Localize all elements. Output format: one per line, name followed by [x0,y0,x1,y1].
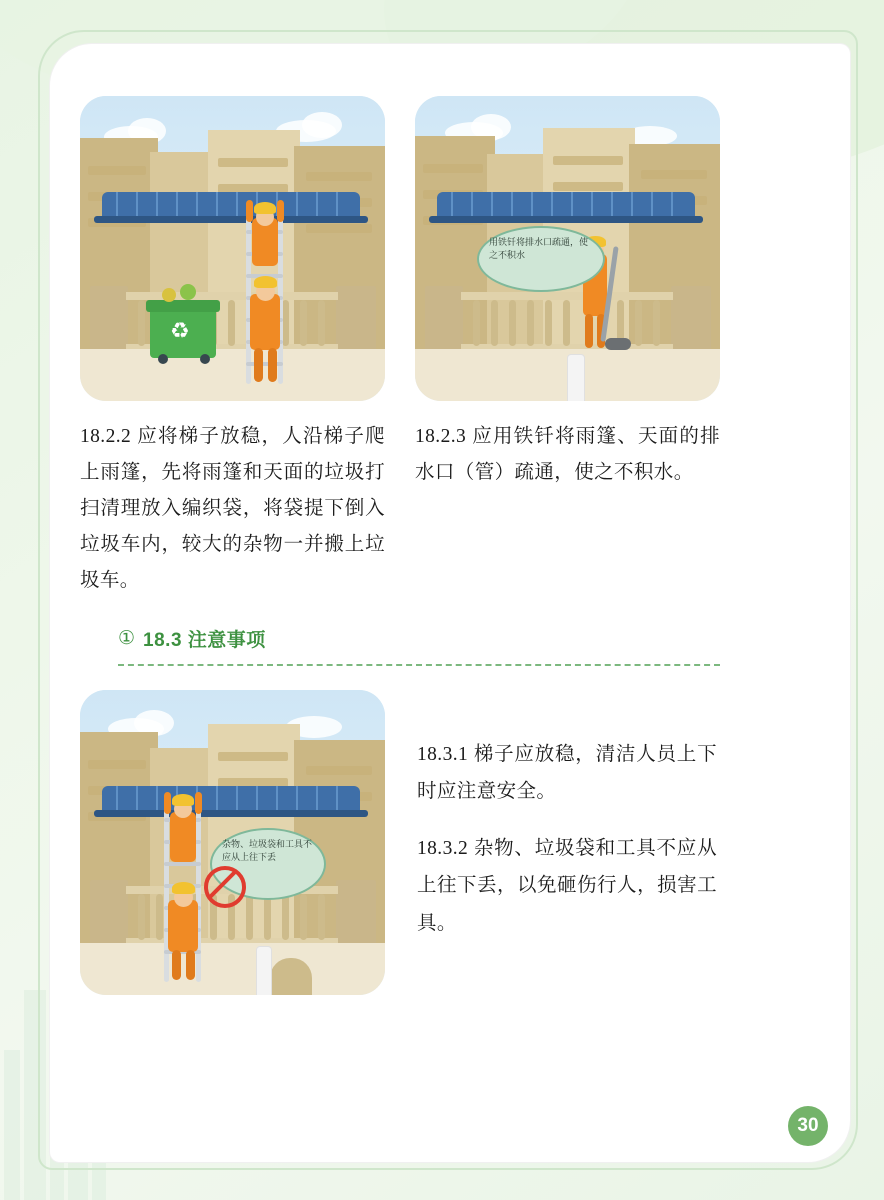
section-title: 18.3 注意事项 [143,630,266,652]
note-18-3-2: 18.3.2 杂物、垃圾袋和工具不应从上往下丢，以免砸伤行人，损害工具。 [417,838,717,934]
no-throwing-down-illustration [80,690,385,995]
prohibition-icon [204,866,246,908]
drain-clearing-illustration [415,96,720,401]
speech-bubble-drain-text: 用铁钎将排水口疏通，使之不积水 [489,237,589,261]
speech-bubble-no-throw-text: 杂物、垃圾袋和工具不应从上往下丢 [222,839,313,863]
lower-row [80,690,720,995]
note-18-3-1: 18.3.1 梯子应放稳，清洁人员上下时应注意安全。 [417,744,717,803]
ladder-roof-cleaning-illustration: ♻ [80,96,385,401]
notes-column [417,690,717,995]
speech-bubble-drain [477,226,605,292]
illustration-row-top [80,96,720,401]
caption-18-2-3: 18.2.3 应用铁钎将雨篷、天面的排水口（管）疏通，使之不积水。 [415,426,720,484]
caption-row [80,419,720,599]
page-number-badge: 30 [788,1106,828,1146]
section-divider [118,664,720,666]
content-area [80,96,720,995]
caption-18-2-2: 18.2.2 应将梯子放稳，人沿梯子爬上雨篷，先将雨篷和天面的垃圾打扫清理放入编织袋，将袋提下倒入垃圾车内，较大的杂物一并搬上垃圾车。 [80,426,385,592]
circle-number-icon: ① [118,628,136,650]
section-heading-18-3 [80,625,720,652]
